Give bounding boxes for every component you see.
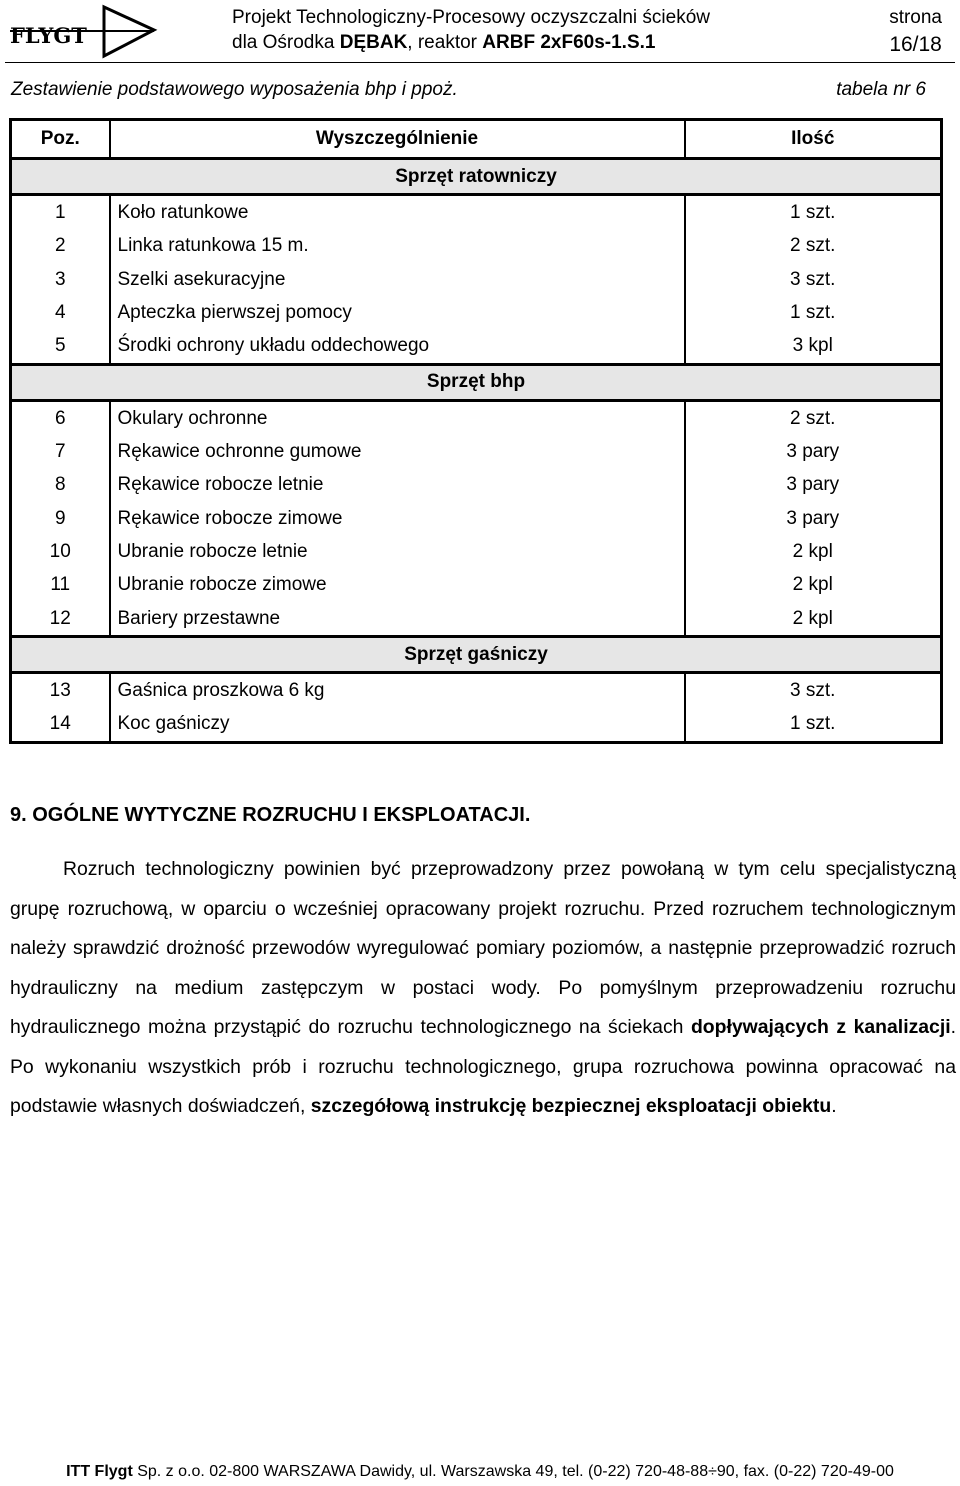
cell-quantity: 2 szt. bbox=[790, 235, 836, 257]
cell-name: Koło ratunkowe bbox=[110, 195, 685, 230]
header-quantity: Ilość bbox=[685, 120, 942, 159]
cell-poz: 1 bbox=[11, 195, 110, 230]
cell-poz: 11 bbox=[11, 569, 110, 602]
table-section-row bbox=[11, 159, 942, 195]
table-caption bbox=[11, 79, 926, 101]
document-title bbox=[232, 5, 710, 55]
cell-poz: 14 bbox=[11, 708, 110, 743]
section-title: Sprzęt ratowniczy bbox=[11, 159, 942, 195]
cell-quantity: 2 szt. bbox=[790, 407, 836, 429]
table-row bbox=[11, 296, 942, 329]
cell-quantity: 3 kpl bbox=[792, 335, 833, 357]
page-number: 16/18 bbox=[889, 33, 942, 56]
section-heading: 9. OGÓLNE WYTYCZNE ROZRUCHU I EKSPLOATACJI. bbox=[10, 804, 531, 826]
cell-name: Apteczka pierwszej pomocy bbox=[110, 296, 685, 329]
header-description: Wyszczególnienie bbox=[110, 120, 685, 159]
cell-poz: 6 bbox=[11, 401, 110, 436]
table-row bbox=[11, 435, 942, 468]
section-title: Sprzęt gaśniczy bbox=[11, 637, 942, 673]
cell-name: Linka ratunkowa 15 m. bbox=[110, 230, 685, 263]
cell-quantity: 1 szt. bbox=[790, 201, 836, 223]
paragraph-text-2: . Po wykonaniu wszystkich prób i rozruchu technologicznego, grupa rozruchowa powinna opracować na podstawie własnych doświadczeń, bbox=[10, 1016, 957, 1117]
section-title: Sprzęt bhp bbox=[11, 364, 942, 400]
logo-text: FLYGT bbox=[10, 23, 87, 48]
cell-poz: 7 bbox=[11, 435, 110, 468]
cell-name: Koc gaśniczy bbox=[110, 708, 685, 743]
footer-company: ITT Flygt bbox=[66, 1463, 133, 1480]
cell-name: Rękawice robocze letnie bbox=[110, 469, 685, 502]
table-header-row bbox=[11, 120, 942, 159]
table-section-row bbox=[11, 364, 942, 400]
cell-poz: 5 bbox=[11, 329, 110, 364]
cell-name: Ubranie robocze letnie bbox=[110, 535, 685, 568]
cell-name: Środki ochrony układu oddechowego bbox=[110, 329, 685, 364]
table-row bbox=[11, 195, 942, 230]
cell-name: Rękawice ochronne gumowe bbox=[110, 435, 685, 468]
cell-quantity: 1 szt. bbox=[790, 713, 836, 735]
title-prefix: dla Ośrodka bbox=[232, 32, 340, 53]
paragraph-end: . bbox=[831, 1095, 837, 1117]
header-poz: Poz. bbox=[11, 120, 110, 159]
paragraph-bold-2: szczegółową instrukcję bezpiecznej eksploatacji obiektu bbox=[310, 1095, 832, 1117]
cell-name: Ubranie robocze zimowe bbox=[110, 569, 685, 602]
cell-name: Rękawice robocze zimowe bbox=[110, 502, 685, 535]
title-mid: , reaktor bbox=[407, 32, 483, 53]
cell-poz: 13 bbox=[11, 673, 110, 708]
cell-poz: 9 bbox=[11, 502, 110, 535]
cell-quantity: 2 kpl bbox=[792, 607, 833, 629]
cell-quantity: 3 pary bbox=[786, 441, 840, 463]
table-row bbox=[11, 263, 942, 296]
page-footer bbox=[0, 1462, 960, 1482]
page-indicator bbox=[889, 5, 942, 57]
equipment-table bbox=[9, 118, 943, 744]
cell-poz: 12 bbox=[11, 602, 110, 637]
table-row bbox=[11, 329, 942, 364]
cell-quantity: 3 pary bbox=[786, 507, 840, 529]
table-title: Zestawienie podstawowego wyposażenia bhp i ppoż. bbox=[11, 79, 458, 100]
cell-poz: 3 bbox=[11, 263, 110, 296]
table-row bbox=[11, 569, 942, 602]
table-section-row bbox=[11, 637, 942, 673]
section-paragraph bbox=[10, 850, 956, 1127]
cell-name: Szelki asekuracyjne bbox=[110, 263, 685, 296]
table-row bbox=[11, 401, 942, 436]
cell-quantity: 3 pary bbox=[786, 474, 840, 496]
cell-name: Bariery przestawne bbox=[110, 602, 685, 637]
table-row bbox=[11, 502, 942, 535]
reactor-name: ARBF 2xF60s-1.S.1 bbox=[482, 32, 656, 53]
cell-quantity: 2 kpl bbox=[792, 540, 833, 562]
cell-poz: 2 bbox=[11, 230, 110, 263]
title-line-1: Projekt Technologiczny-Procesowy oczyszczalni ścieków bbox=[232, 7, 711, 28]
cell-quantity: 2 kpl bbox=[792, 574, 833, 596]
table-row bbox=[11, 673, 942, 708]
cell-name: Gaśnica proszkowa 6 kg bbox=[110, 673, 685, 708]
page-label: strona bbox=[889, 7, 942, 28]
title-line-2 bbox=[232, 30, 710, 55]
cell-quantity: 1 szt. bbox=[790, 301, 836, 323]
cell-quantity: 3 szt. bbox=[790, 680, 836, 702]
table-row bbox=[11, 230, 942, 263]
table-number: tabela nr 6 bbox=[836, 79, 926, 100]
cell-poz: 10 bbox=[11, 535, 110, 568]
cell-poz: 8 bbox=[11, 469, 110, 502]
cell-quantity: 3 szt. bbox=[790, 268, 836, 290]
flygt-logo bbox=[6, 4, 158, 60]
table-row bbox=[11, 469, 942, 502]
footer-address: Sp. z o.o. 02-800 WARSZAWA Dawidy, ul. Warszawska 49, tel. (0-22) 720-48-88÷90, fax. (0-22) 720-49-00 bbox=[132, 1463, 894, 1480]
header-divider bbox=[5, 62, 955, 63]
paragraph-text: Rozruch technologiczny powinien być przeprowadzony przez powołaną w tym celu specjalistyczną grupę rozruchową, w oparciu o wcześniej opracowany projekt rozruchu. Przed rozruchem technologicznym należy sprawdzić drożność przewodów wyregulować pomiary poziomów, a następnie przeprowadzić rozruch hydrauliczny na medium zastępczym w postaci wody. Po pomyślnym przeprowadzeniu rozruchu hydraulicznego można przystąpić do rozruchu technologicznego na ściekach bbox=[10, 858, 956, 1038]
paragraph-bold-1: dopływających z kanalizacji bbox=[690, 1016, 951, 1038]
table-row bbox=[11, 602, 942, 637]
table-row bbox=[11, 535, 942, 568]
cell-name: Okulary ochronne bbox=[110, 401, 685, 436]
cell-poz: 4 bbox=[11, 296, 110, 329]
facility-name: DĘBAK bbox=[339, 32, 408, 53]
table-row bbox=[11, 708, 942, 743]
